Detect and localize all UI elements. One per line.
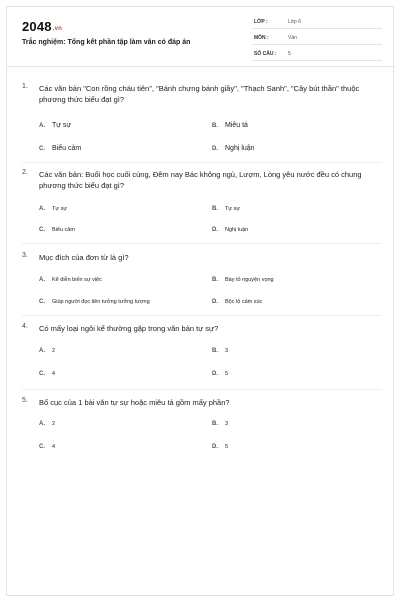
question-divider [22, 315, 382, 316]
q4-option-d[interactable] [212, 371, 228, 377]
option-letter: C. [39, 146, 45, 152]
option-text: 3 [225, 348, 229, 354]
meta-count-key: SỐ CÂU : [254, 51, 277, 57]
q1-option-d[interactable] [212, 145, 255, 152]
question-divider [22, 162, 382, 163]
question-number: 1. [22, 83, 28, 90]
option-letter: B. [212, 123, 218, 129]
option-letter: D. [212, 227, 218, 233]
option-letter: A. [39, 123, 45, 129]
option-text: Miêu tả [225, 122, 248, 129]
question-divider [22, 389, 382, 390]
option-text: Nghị luận [225, 227, 249, 233]
meta-subject-key: MÔN : [254, 35, 269, 41]
option-letter: C. [39, 299, 45, 305]
q2-option-a[interactable] [39, 206, 67, 212]
meta-class-row [252, 17, 382, 29]
option-text: 3 [225, 421, 229, 427]
logo-brand: 2048 [22, 19, 52, 34]
q3-option-a[interactable] [39, 277, 102, 283]
option-letter: C. [39, 444, 45, 450]
question-number: 5. [22, 397, 28, 404]
site-logo[interactable] [22, 19, 62, 34]
option-letter: B. [212, 206, 218, 212]
q5-option-d[interactable] [212, 444, 228, 450]
question-number: 2. [22, 169, 28, 176]
option-letter: A. [39, 277, 45, 283]
q5-option-c[interactable] [39, 444, 55, 450]
option-letter: B. [212, 277, 218, 283]
question-text: Có mấy loại ngôi kể thường gặp trong văn bản tự sự? [39, 324, 219, 333]
q2-option-d[interactable] [212, 227, 248, 233]
option-letter: A. [39, 206, 45, 212]
q2-option-b[interactable] [212, 206, 240, 212]
option-text: 4 [52, 444, 56, 450]
q3-option-d[interactable] [212, 299, 262, 305]
option-text: Nghị luận [225, 145, 255, 152]
question-divider [22, 243, 382, 244]
option-text: Biểu cảm [52, 227, 75, 233]
q5-option-a[interactable] [39, 421, 55, 427]
q1-option-c[interactable] [39, 145, 81, 152]
q1-option-b[interactable] [212, 122, 248, 129]
quiz-title: Trắc nghiệm: Tổng kết phần tập làm văn có đáp án [22, 39, 191, 46]
q1-option-a[interactable] [39, 122, 71, 129]
option-text: Tự sự [52, 122, 72, 129]
question-number: 4. [22, 323, 28, 330]
quiz-header [7, 7, 395, 67]
option-letter: B. [212, 421, 218, 427]
logo-suffix: .vn [52, 26, 63, 32]
option-text: Tự sự [52, 206, 68, 212]
option-text: 4 [52, 371, 56, 377]
quiz-sheet [6, 6, 394, 596]
option-text: 5 [225, 371, 229, 377]
option-text: Biểu cảm [52, 145, 82, 152]
q3-option-b[interactable] [212, 277, 274, 283]
option-letter: D. [212, 146, 218, 152]
q3-option-c[interactable] [39, 299, 150, 305]
option-text: Bày tỏ nguyện vọng [225, 277, 274, 283]
option-letter: C. [39, 371, 45, 377]
option-letter: D. [212, 371, 218, 377]
option-text: Kể diễn biến sự việc [52, 277, 102, 283]
option-letter: C. [39, 227, 45, 233]
q4-option-c[interactable] [39, 371, 55, 377]
question-text: Các văn bản "Con rồng cháu tiên", "Bánh chưng bánh giầy", "Thạch Sanh", "Cây bút thần" thuộc phương thức biểu đạt gì? [39, 84, 360, 104]
meta-subject-value: Văn [288, 35, 297, 41]
meta-count-row [252, 49, 382, 61]
question-text: Bố cục của 1 bài văn tự sự hoặc miêu tả gồm mấy phần? [39, 398, 230, 407]
option-text: Giúp người đọc liên tưởng tưởng tượng [52, 299, 150, 305]
option-letter: A. [39, 421, 45, 427]
option-letter: D. [212, 444, 218, 450]
option-text: 2 [52, 421, 56, 427]
option-letter: A. [39, 348, 45, 354]
option-text: 2 [52, 348, 56, 354]
q5-option-b[interactable] [212, 421, 228, 427]
option-text: Bộc lộ cảm xúc [225, 299, 263, 305]
option-text: Tự sự [225, 206, 241, 212]
question-number: 3. [22, 252, 28, 259]
option-text: 5 [225, 444, 229, 450]
q4-option-a[interactable] [39, 348, 55, 354]
meta-class-value: Lớp 6 [288, 19, 302, 25]
question-text: Mục đích của đơn từ là gì? [39, 253, 129, 262]
option-letter: B. [212, 348, 218, 354]
q2-option-c[interactable] [39, 227, 75, 233]
meta-count-value: 5 [288, 51, 291, 57]
option-letter: D. [212, 299, 218, 305]
question-text: Các văn bản: Buổi học cuối cùng, Đêm nay Bác không ngủ, Lượm, Lòng yêu nước đều có chung phương thức biểu đạt gì? [39, 170, 362, 190]
q4-option-b[interactable] [212, 348, 228, 354]
meta-class-key: LỚP : [254, 19, 268, 25]
meta-subject-row [252, 33, 382, 45]
